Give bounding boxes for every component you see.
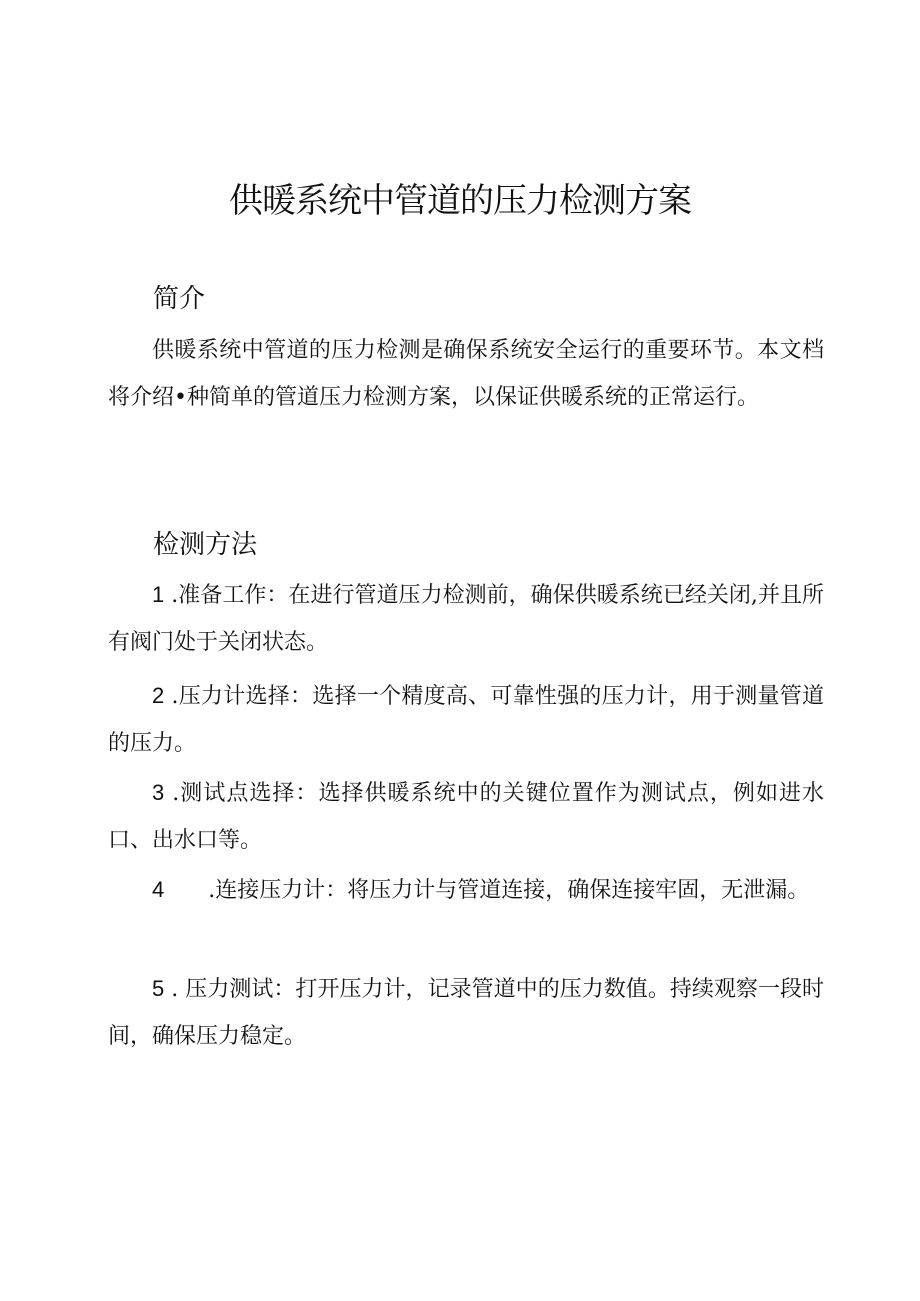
- list-item-text: .连接压力计：将压力计与管道连接，确保连接牢固，无泄漏。: [208, 878, 810, 903]
- list-item: [108, 769, 824, 864]
- section-heading-intro: 简介: [153, 284, 206, 314]
- list-item: [108, 672, 824, 767]
- list-item-text: .压力计选择：选择一个精度高、可靠性强的压力计，用于测量管道的压力。: [108, 684, 825, 756]
- list-item-text: .测试点选择：选择供暖系统中的关键位置作为测试点，例如进水口、出水口等。: [108, 781, 825, 853]
- section-heading-method: 检测方法: [153, 530, 258, 560]
- list-item-text: .准备工作：在进行管道压力检测前，确保供暖系统已经关闭,并且所有阀门处于关闭状态。: [108, 583, 824, 655]
- list-item: [108, 965, 824, 1060]
- intro-paragraph: 供暖系统中管道的压力检测是确保系统安全运行的重要环节。本文档将介绍•种简单的管道压力检测方案，以保证供暖系统的正常运行。: [108, 338, 824, 410]
- list-item-number: 3: [152, 780, 165, 805]
- list-item-number: 1: [152, 582, 165, 607]
- list-item-number: 4: [152, 877, 165, 902]
- list-item-number: 5: [152, 976, 165, 1001]
- page-title: 供暖系统中管道的压力检测方案: [229, 181, 691, 221]
- list-item-text: . 压力测试：打开压力计，记录管道中的压力数值。持续观察一段时间，确保压力稳定。: [108, 977, 824, 1049]
- list-item: [108, 866, 824, 914]
- list-item: [108, 571, 824, 666]
- list-item-number: 2: [152, 683, 165, 708]
